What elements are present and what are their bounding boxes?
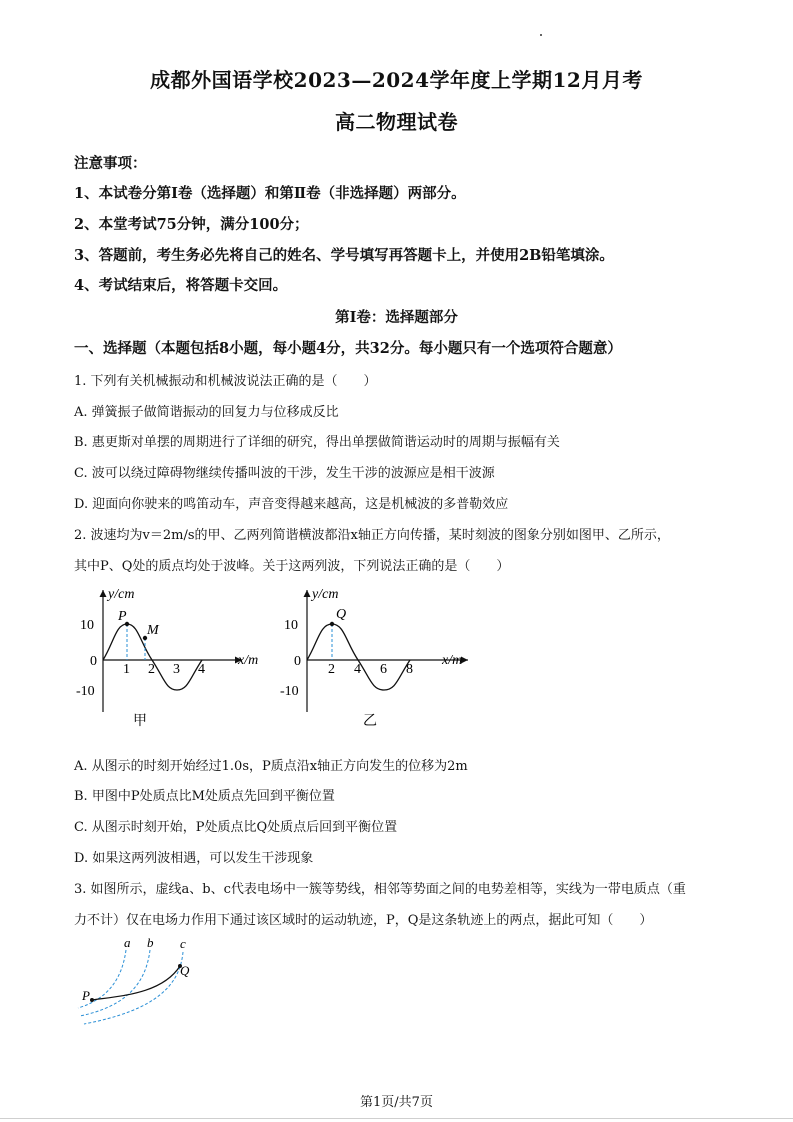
note-item: 1、本试卷分第Ⅰ卷（选择题）和第Ⅱ卷（非选择题）两部分。 (74, 185, 466, 202)
x-tick: 2 (328, 662, 335, 677)
q1-option-d: D. 迎面向你驶来的鸣笛动车，声音变得越来越高，这是机械波的多普勒效应 (74, 497, 509, 512)
wave-curve (307, 624, 410, 690)
notes-heading: 注意事项： (74, 155, 147, 172)
y-axis-label: y/cm (312, 587, 339, 602)
point-m-label: M (147, 623, 159, 638)
scan-speck (540, 34, 542, 36)
label-a: a (124, 935, 131, 950)
equipotential-figure (70, 934, 210, 1034)
graph-caption: 乙 (363, 714, 377, 729)
label-p: P (82, 988, 90, 1003)
q1-option-a: A. 弹簧振子做简谐振动的回复力与位移成反比 (74, 405, 339, 420)
x-axis-label: x/m (238, 653, 259, 668)
y-axis-label: y/cm (108, 587, 135, 602)
q3-stem-line2: 力不计）仅在电场力作用下通过该区域时的运动轨迹，P，Q是这条轨迹上的两点，据此可知（ ） (74, 913, 653, 928)
label-q: Q (180, 963, 190, 978)
x-axis-label: x/m (442, 653, 463, 668)
note-item: 3、答题前，考生务必先将自己的姓名、学号填写再答题卡上，并使用2B铅笔填涂。 (74, 247, 614, 264)
exam-subtitle: 高二物理试卷 (335, 110, 458, 134)
x-tick: 4 (354, 662, 361, 677)
y-tick: 0 (90, 654, 97, 669)
label-b: b (147, 935, 154, 950)
q2-option-d: D. 如果这两列波相遇，可以发生干涉现象 (74, 851, 314, 866)
y-tick: -10 (76, 684, 95, 699)
x-tick: 4 (198, 662, 205, 677)
label-c: c (180, 936, 186, 951)
exam-title: 成都外国语学校2023—2024学年度上学期12月月考 (150, 68, 643, 92)
section-title: 第Ⅰ卷：选择题部分 (335, 309, 458, 326)
page-number: 第1页/共7页 (360, 1095, 433, 1110)
equipotential-line-c (84, 952, 183, 1024)
point-q-label: Q (336, 607, 347, 622)
q2-option-a: A. 从图示的时刻开始经过1.0s，P质点沿x轴正方向发生的位移为2m (74, 759, 468, 774)
note-item: 2、本堂考试75分钟，满分100分； (74, 216, 309, 233)
point-p-dot (90, 998, 94, 1002)
wave-graph-yi (270, 582, 480, 732)
q2-option-c: C. 从图示时刻开始，P处质点比Q处质点后回到平衡位置 (74, 820, 398, 835)
equipotential-line-b (80, 950, 150, 1016)
y-tick: -10 (280, 684, 299, 699)
q1-option-c: C. 波可以绕过障碍物继续传播叫波的干涉，发生干涉的波源应是相干波源 (74, 466, 495, 481)
part-heading: 一、选择题（本题包括8小题，每小题4分，共32分。每小题只有一个选项符合题意） (74, 340, 622, 357)
trajectory-curve (92, 966, 180, 1000)
q1-stem: 1. 下列有关机械振动和机械波说法正确的是（ ） (74, 374, 377, 389)
wave-graph-jia (66, 582, 276, 732)
x-tick: 3 (173, 662, 180, 677)
q1-option-b: B. 惠更斯对单摆的周期进行了详细的研究，得出单摆做简谐运动时的周期与振幅有关 (74, 435, 560, 450)
point-q-dot (330, 622, 334, 626)
x-tick: 1 (123, 662, 130, 677)
note-item: 4、考试结束后，将答题卡交回。 (74, 277, 288, 294)
x-tick: 6 (380, 662, 387, 677)
graph-caption: 甲 (133, 714, 147, 729)
x-tick: 2 (148, 662, 155, 677)
y-tick: 0 (294, 654, 301, 669)
q2-option-b: B. 甲图中P处质点比M处质点先回到平衡位置 (74, 789, 335, 804)
q2-stem-line2: 其中P、Q处的质点均处于波峰。关于这两列波，下列说法正确的是（ ） (74, 559, 510, 574)
y-tick: 10 (80, 618, 94, 633)
page-bottom-edge (0, 1118, 793, 1119)
q3-stem-line1: 3. 如图所示，虚线a、b、c代表电场中一簇等势线，相邻等势面之间的电势差相等，实线为一带电质点（重 (74, 882, 686, 897)
x-tick: 8 (406, 662, 413, 677)
q2-stem-line1: 2. 波速均为v＝2m/s的甲、乙两列简谐横波都沿x轴正方向传播，某时刻波的图象分别如图甲、乙所示， (74, 528, 670, 543)
point-p-label: P (118, 609, 127, 624)
y-tick: 10 (284, 618, 298, 633)
